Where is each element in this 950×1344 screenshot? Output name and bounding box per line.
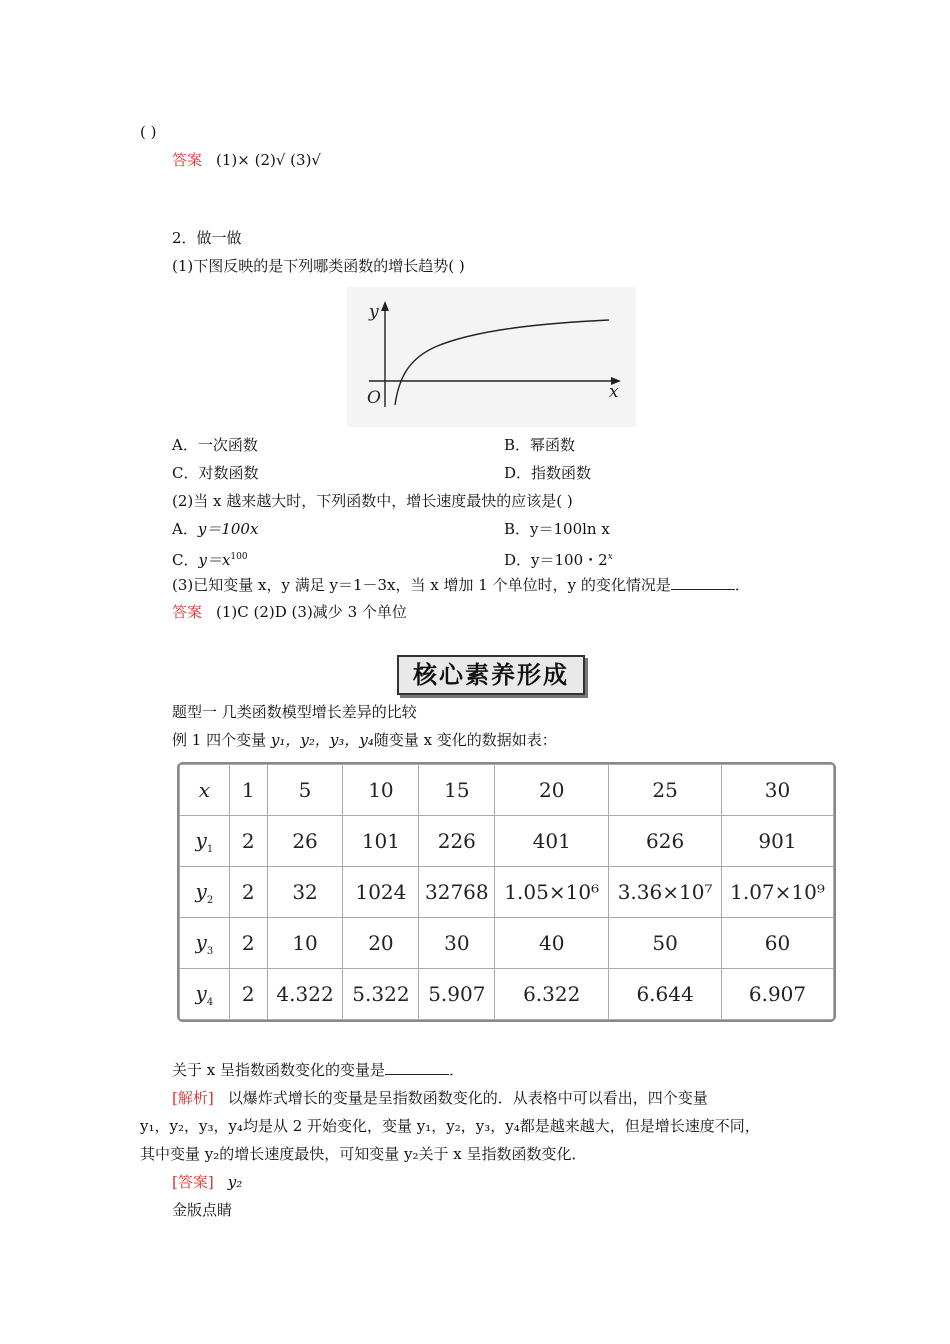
table-cell: 5 — [267, 765, 343, 816]
table-cell: 60 — [722, 918, 834, 969]
type-title: 题型一 几类函数模型增长差异的比较 — [172, 703, 417, 721]
table-cell: 401 — [495, 816, 609, 867]
table-cell: 101 — [343, 816, 419, 867]
q2-option-a-prefix: A． — [172, 520, 198, 538]
y-axis-label: y — [369, 302, 379, 322]
q2-option-d-base: y＝100・2 — [531, 551, 608, 569]
row-header-label: y — [195, 878, 207, 903]
q2-option-b-prefix: B． — [504, 520, 531, 538]
table-cell: 6.322 — [495, 969, 609, 1020]
q2-option-c-exponent: 100 — [230, 552, 248, 562]
q2-option-d-exponent: x — [607, 552, 613, 562]
table-cell: 226 — [419, 816, 495, 867]
analysis-label: [解析] — [172, 1089, 214, 1107]
row-header-cell — [180, 816, 230, 867]
q1-option-a: A．一次函数 — [172, 436, 258, 454]
q2-option-c-base: y＝x — [198, 551, 231, 569]
table-cell: 15 — [419, 765, 495, 816]
q2-option-c-prefix: C． — [172, 551, 199, 569]
question-2: (2)当 x 越来越大时，下列函数中，增长速度最快的应该是( ) — [172, 492, 573, 510]
section-banner: 核心素养形成 — [397, 655, 585, 695]
q2-option-d-prefix: D． — [504, 551, 532, 569]
data-table — [179, 764, 834, 1020]
origin-label: O — [367, 388, 381, 408]
table-cell: 901 — [722, 816, 834, 867]
table-row — [180, 918, 834, 969]
question-1: (1)下图反映的是下列哪类函数的增长趋势( ) — [172, 257, 465, 275]
table-cell: 32768 — [419, 867, 495, 918]
table-cell: 4.322 — [267, 969, 343, 1020]
table-cell: 26 — [267, 816, 343, 867]
table-cell: 10 — [267, 918, 343, 969]
graph-svg — [347, 287, 636, 427]
row-header-cell — [180, 918, 230, 969]
example-answer-label: [答案] — [172, 1173, 214, 1191]
row-header-cell — [180, 969, 230, 1020]
q2-option-c — [172, 547, 248, 570]
answer-bracket: ( ) — [140, 123, 157, 141]
table-cell: 1.05×10⁶ — [495, 867, 609, 918]
table-cell: 32 — [267, 867, 343, 918]
example-question-text: 关于 x 呈指数函数变化的变量是 — [172, 1061, 385, 1079]
table-cell: 6.644 — [609, 969, 722, 1020]
practice-answer-line — [172, 602, 407, 622]
analysis-line-3: 其中变量 y₂的增长速度最快，可知变量 y₂关于 x 呈指数函数变化． — [140, 1145, 587, 1163]
row-header-label: y — [195, 980, 207, 1005]
table-cell: 10 — [343, 765, 419, 816]
q2-option-b-expr: y＝100ln x — [530, 520, 610, 538]
q2-option-d — [504, 547, 613, 570]
x-axis-label: x — [609, 382, 619, 402]
q1-option-b: B．幂函数 — [504, 436, 576, 454]
example-prefix: 例 1 四个变量 — [172, 731, 271, 749]
table-cell: 3.36×10⁷ — [609, 867, 722, 918]
table-cell: 2 — [229, 918, 267, 969]
table-cell: 1.07×10⁹ — [722, 867, 834, 918]
table-cell: 20 — [343, 918, 419, 969]
table-cell: 2 — [229, 816, 267, 867]
row-header-label: y — [195, 827, 207, 852]
log-curve — [395, 320, 609, 405]
table-cell: 1024 — [343, 867, 419, 918]
example-vars: y₁，y₂，y₃，y₄ — [270, 731, 374, 749]
table-cell: 6.907 — [722, 969, 834, 1020]
q2-option-b — [504, 519, 610, 539]
row-header-cell — [180, 867, 230, 918]
table-row — [180, 867, 834, 918]
example-answer-blank — [385, 1060, 449, 1075]
practice-answer-text: (1)C (2)D (3)减少 3 个单位 — [216, 603, 407, 621]
example-question — [172, 1060, 464, 1080]
closing-title: 金版点睛 — [172, 1201, 233, 1219]
table-cell: 20 — [495, 765, 609, 816]
question-3 — [172, 575, 750, 595]
row-header-label: y — [195, 929, 207, 954]
example-suffix: 随变量 x 变化的数据如表： — [373, 731, 557, 749]
table-cell: 30 — [419, 918, 495, 969]
practice-title: 2．做一做 — [172, 229, 242, 247]
table-row — [180, 816, 834, 867]
answer-blank — [671, 575, 735, 590]
q2-option-a — [172, 519, 258, 539]
table-cell: 40 — [495, 918, 609, 969]
table-cell: 2 — [229, 867, 267, 918]
table-row — [180, 765, 834, 816]
answer-text: (1)× (2)√ (3)√ — [216, 151, 321, 169]
row-header-subscript: 1 — [206, 843, 214, 855]
y-axis-arrow — [381, 301, 389, 311]
q1-option-c: C．对数函数 — [172, 464, 259, 482]
table-cell: 1 — [229, 765, 267, 816]
row-header-subscript: 4 — [206, 996, 214, 1008]
row-header-subscript: 3 — [206, 945, 214, 957]
row-header-cell — [180, 765, 230, 816]
q2-option-a-expr: y＝100x — [197, 520, 259, 538]
row-header-label: x — [198, 778, 211, 802]
practice-answer-label: 答案 — [172, 603, 203, 621]
table-cell: 50 — [609, 918, 722, 969]
analysis-text-1: 以爆炸式增长的变量是呈指数函数变化的．从表格中可以看出，四个变量 — [227, 1089, 708, 1107]
table-cell: 5.907 — [419, 969, 495, 1020]
example-answer-value: y₂ — [227, 1173, 243, 1191]
row-header-subscript: 2 — [206, 894, 214, 906]
question-3-end: ． — [734, 576, 750, 594]
table-cell: 30 — [722, 765, 834, 816]
question-3-text: (3)已知变量 x，y 满足 y＝1－3x，当 x 增加 1 个单位时，y 的变化情况是 — [172, 576, 671, 594]
answer-label: 答案 — [172, 151, 203, 169]
example-question-end: ． — [449, 1061, 465, 1079]
analysis-line-1 — [172, 1088, 708, 1108]
example-intro — [172, 730, 557, 750]
growth-graph — [347, 287, 636, 427]
table-cell: 25 — [609, 765, 722, 816]
table-row — [180, 969, 834, 1020]
table-body — [180, 765, 834, 1020]
example-answer-line — [172, 1172, 242, 1192]
table-cell: 5.322 — [343, 969, 419, 1020]
q1-option-d: D．指数函数 — [504, 464, 592, 482]
table-cell: 2 — [229, 969, 267, 1020]
table-cell: 626 — [609, 816, 722, 867]
top-answer-line — [172, 150, 321, 170]
analysis-line-2: y₁，y₂，y₃，y₄均是从 2 开始变化，变量 y₁，y₂，y₃，y₄都是越来越大，但是增长速度不同， — [140, 1117, 760, 1135]
